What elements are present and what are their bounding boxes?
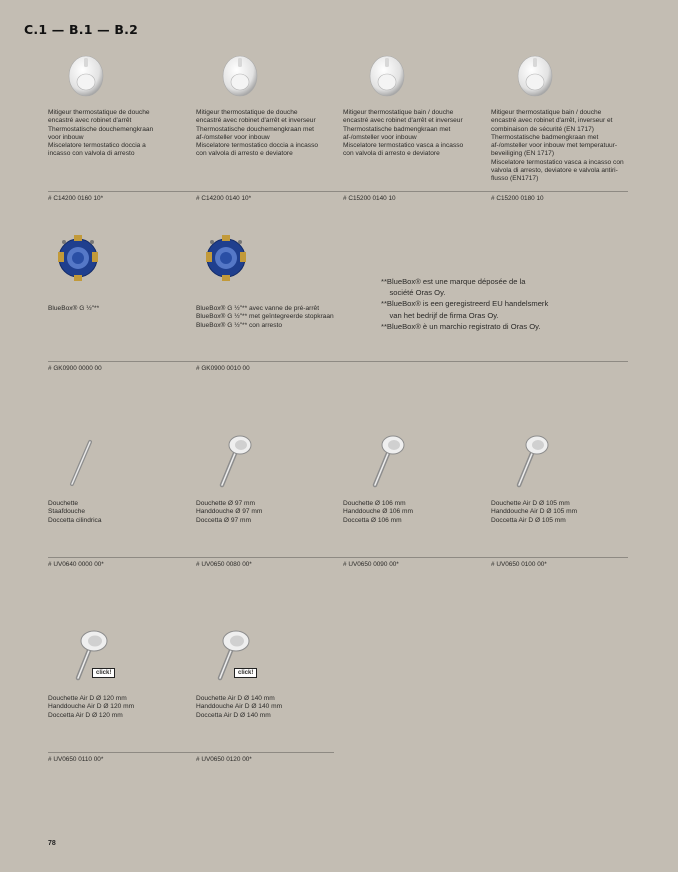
product-card	[196, 433, 336, 523]
row-divider	[48, 752, 334, 753]
product-card	[196, 628, 336, 728]
bluebox-valve-icon	[204, 232, 248, 282]
product-code: # GK0900 0000 00	[48, 365, 102, 372]
round-handshower-icon	[367, 433, 407, 489]
product-card	[48, 232, 188, 322]
product-code: # UV0650 0080 00*	[196, 561, 252, 568]
row-divider	[48, 361, 628, 362]
thermostatic-mixer-dial-icon	[367, 52, 407, 100]
row-divider	[48, 191, 628, 192]
product-description: Douchette Air D Ø 140 mm Handdouche Air D Ø 140 mm Doccetta Air D Ø 140 mm	[196, 695, 283, 719]
stick-handshower-icon	[66, 438, 96, 488]
product-code: # GK0900 0010 00	[196, 365, 250, 372]
product-description: BlueBox® G ½"** avec vanne de pré-arrêt BlueBox® G ½"** met geïntegreerde stopkraan BlueBox® G ½"** con arresto	[196, 305, 334, 329]
product-description: Mitigeur thermostatique bain / douche encastré avec robinet d'arrêt, inverseur et combinaison de sécurité (EN 1717) Thermostatische badmengkraan met af-/omsteller voor inbouw met temperatuur- beveiliging (EN 1717) Miscelatore termostatico vasca a incasso con valvola di arresto, deviatore e valvola antiri- flusso (EN1717)	[491, 109, 624, 183]
trademark-note: **BlueBox® est une marque déposée de la société Oras Oy. **BlueBox® is een geregistreerd EU handelsmerk van het bedrijf de firma Oras Oy. **BlueBox® è un marchio registrato di Oras Oy.	[381, 277, 549, 331]
product-card	[196, 52, 336, 202]
product-card	[491, 52, 631, 202]
product-code: # C15200 0180 10	[491, 195, 544, 202]
product-code: # UV0650 0100 00*	[491, 561, 547, 568]
product-description: Douchette Air D Ø 120 mm Handdouche Air D Ø 120 mm Doccetta Air D Ø 120 mm	[48, 695, 135, 719]
click-badge: click!	[92, 668, 115, 678]
product-description: Mitigeur thermostatique bain / douche encastré avec robinet d'arrêt et inverseur Thermostatische badmengkraan met af-/omsteller voor inbouw Miscelatore termostatico vasca a incasso con valvola di arresto e deviatore	[343, 109, 464, 158]
product-card	[491, 433, 631, 523]
round-handshower-icon	[214, 433, 254, 489]
product-description: BlueBox® G ½"**	[48, 305, 100, 312]
thermostatic-mixer-dial-icon	[220, 52, 260, 100]
product-card	[343, 52, 483, 202]
product-description: Mitigeur thermostatique de douche encastré avec robinet d'arrêt Thermostatische douchemengkraan voor inbouw Miscelatore termostatico doccia a incasso con valvola di arresto	[48, 109, 154, 158]
page-header: C.1 — B.1 — B.2	[24, 22, 138, 37]
product-code: # C14200 0140 10*	[196, 195, 252, 202]
bluebox-valve-icon	[56, 232, 100, 282]
product-card	[48, 52, 188, 202]
page-number: 78	[48, 840, 56, 847]
product-card	[48, 628, 188, 728]
product-code: # C15200 0140 10	[343, 195, 396, 202]
product-description: Douchette Staafdouche Doccetta cilindrica	[48, 500, 102, 524]
thermostatic-mixer-dial-icon	[66, 52, 106, 100]
product-code: # C14200 0160 10*	[48, 195, 104, 202]
round-handshower-icon	[511, 433, 551, 489]
product-card	[48, 438, 188, 528]
thermostatic-mixer-dial-icon	[515, 52, 555, 100]
product-description: Mitigeur thermostatique de douche encastré avec robinet d'arrêt et inverseur Thermostatische douchemengkraan met af-/omsteller voor inbouw Miscelatore termostatico doccia a incasso con valvola di arresto e deviatore	[196, 109, 319, 158]
product-card	[196, 232, 336, 342]
row-divider	[48, 557, 628, 558]
product-code: # UV0640 0000 00*	[48, 561, 104, 568]
product-code: # UV0650 0120 00*	[196, 756, 252, 763]
product-code: # UV0650 0110 00*	[48, 756, 104, 763]
product-code: # UV0650 0090 00*	[343, 561, 399, 568]
product-card	[343, 433, 483, 523]
product-description: Douchette Ø 97 mm Handdouche Ø 97 mm Doccetta Ø 97 mm	[196, 500, 263, 524]
click-badge: click!	[234, 668, 257, 678]
product-description: Douchette Ø 106 mm Handdouche Ø 106 mm Doccetta Ø 106 mm	[343, 500, 414, 524]
product-description: Douchette Air D Ø 105 mm Handdouche Air D Ø 105 mm Doccetta Air D Ø 105 mm	[491, 500, 578, 524]
